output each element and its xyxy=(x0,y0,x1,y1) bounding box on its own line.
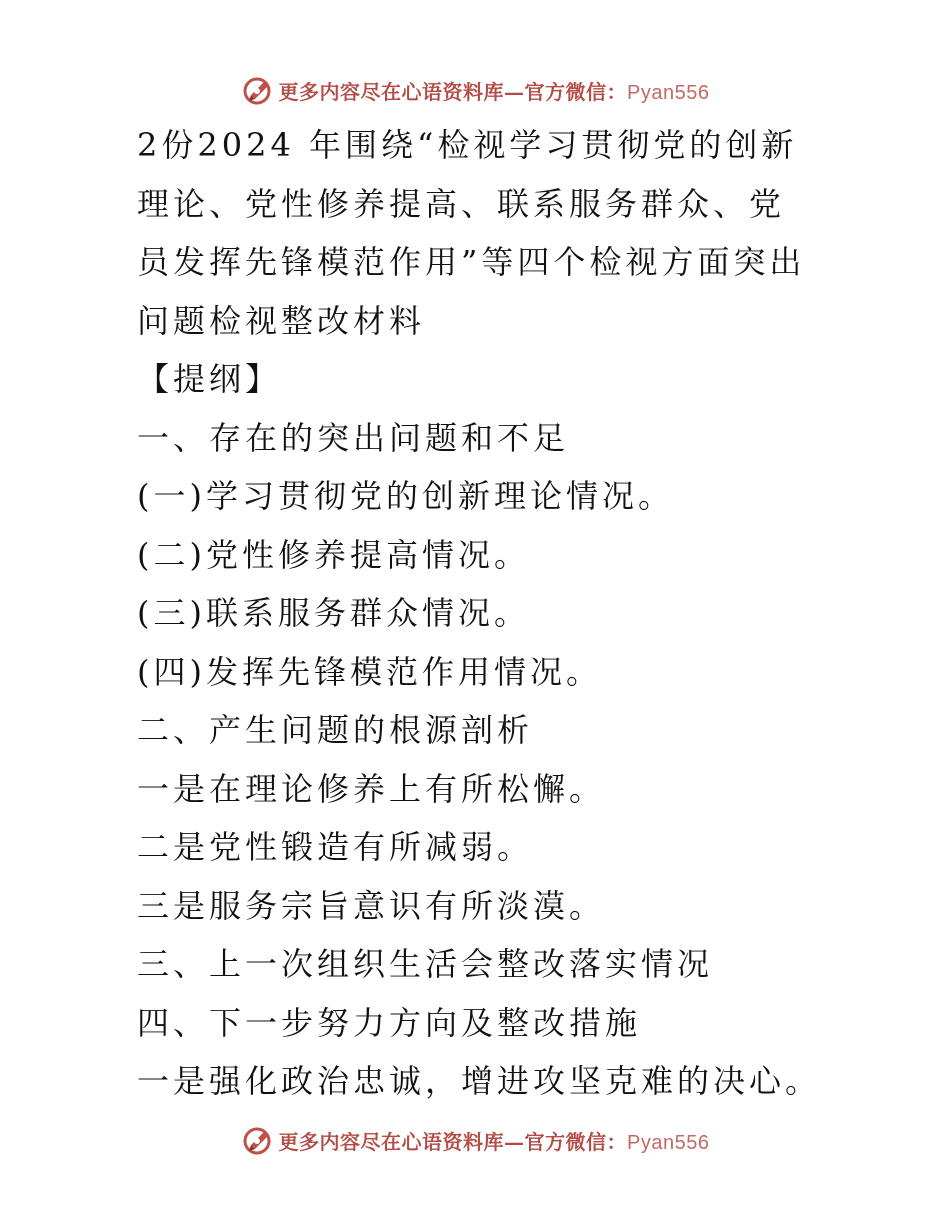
list-item: 三是服务宗旨意识有所淡漠。 xyxy=(137,886,606,925)
list-item: (三)联系服务群众情况。 xyxy=(137,594,530,632)
section-heading: 一、存在的突出问题和不足 xyxy=(137,418,570,457)
watermark-text: 更多内容尽在心语资料库—官方微信：Pyan556 xyxy=(278,1129,710,1154)
document-body xyxy=(137,116,822,1111)
list-item: (四)发挥先锋模范作用情况。 xyxy=(137,652,602,691)
list-item: 一是在理论修养上有所松懈。 xyxy=(137,769,606,808)
title-line: 理论、党性修养提高、联系服务群众、党 xyxy=(137,184,786,223)
title-line: 问题检视整改材料 xyxy=(137,301,426,340)
list-item: (一)学习贯彻党的创新理论情况。 xyxy=(137,477,674,515)
pen-logo-icon xyxy=(241,73,275,107)
pen-logo-icon xyxy=(241,1123,275,1157)
section-heading: 四、下一步努力方向及整改措施 xyxy=(137,1003,642,1042)
footer-watermark xyxy=(0,1122,950,1158)
section-heading: 三、上一次组织生活会整改落实情况 xyxy=(137,945,714,983)
list-item: 一是强化政治忠诚，增进攻坚克难的决心。 xyxy=(137,1062,822,1100)
header-watermark xyxy=(0,72,950,108)
title-line: 员发挥先锋模范作用”等四个检视方面突出 xyxy=(137,243,806,281)
watermark-text: 更多内容尽在心语资料库—官方微信：Pyan556 xyxy=(278,79,710,104)
outline-heading: 【提纲】 xyxy=(137,360,282,398)
list-item: (二)党性修养提高情况。 xyxy=(137,535,530,574)
title-line: 2份2024 年围绕“检视学习贯彻党的创新 xyxy=(137,126,798,164)
section-heading: 二、产生问题的根源剖析 xyxy=(137,711,534,749)
list-item: 二是党性锻造有所减弱。 xyxy=(137,828,534,866)
